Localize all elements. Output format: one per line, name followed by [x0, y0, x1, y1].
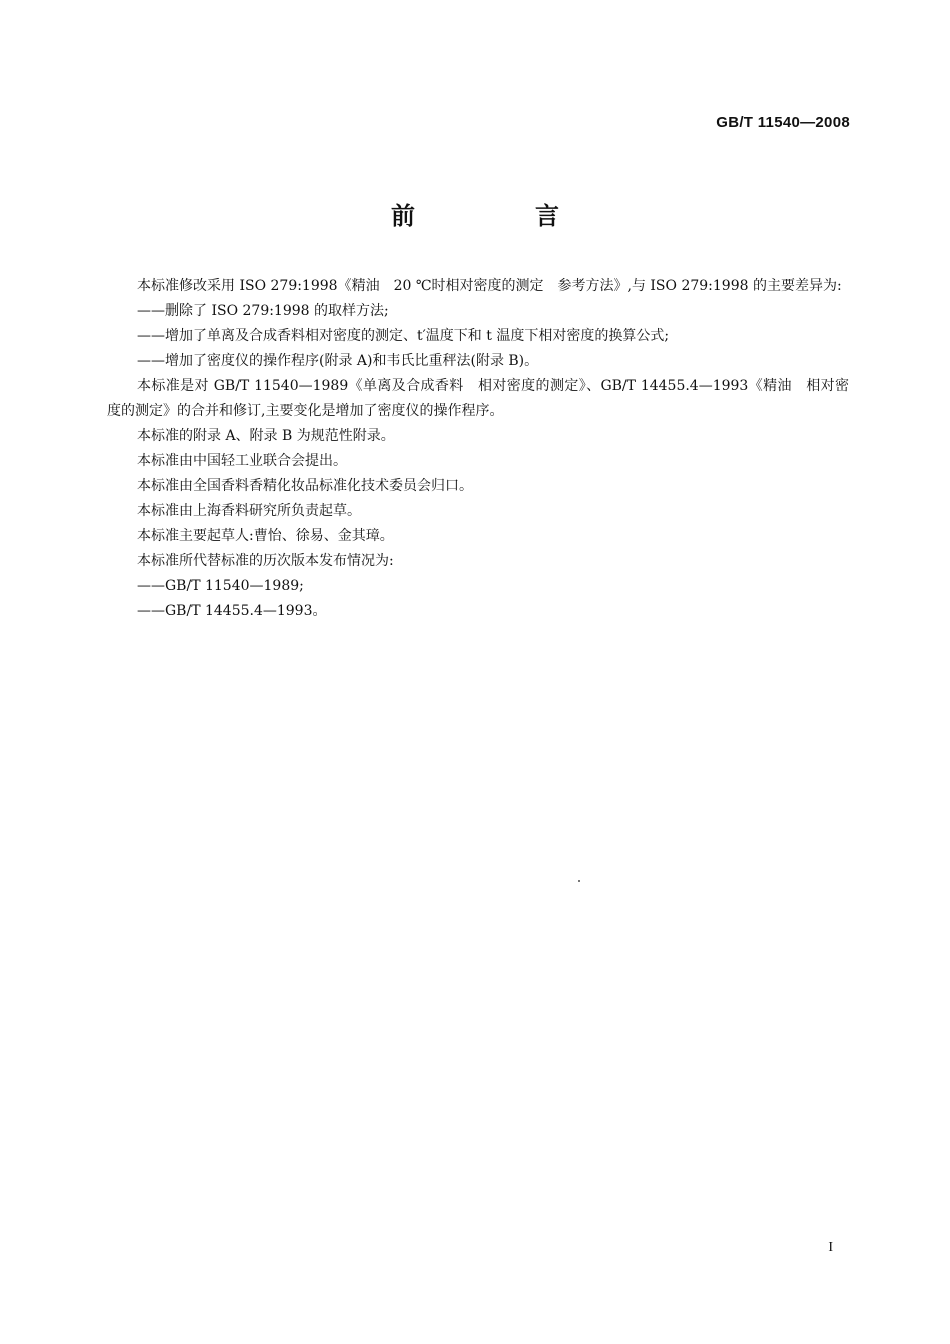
previous-edition-item: ——GB/T 11540—1989;	[137, 578, 304, 594]
previous-edition-item: ——GB/T 14455.4—1993。	[137, 603, 327, 619]
foreword-body	[107, 274, 849, 624]
paragraph-drafting-unit: 本标准由上海香料研究所负责起草。	[137, 503, 361, 519]
paragraph-adoption: 本标准修改采用 ISO 279:1998《精油 20 ℃时相对密度的测定 参考方法》,与 ISO 279:1998 的主要差异为:	[137, 278, 842, 294]
paragraph-drafters: 本标准主要起草人:曹怡、徐易、金其璋。	[137, 528, 394, 544]
paragraph-annexes: 本标准的附录 A、附录 B 为规范性附录。	[137, 428, 395, 444]
paragraph-under-jurisdiction: 本标准由全国香料香精化妆品标准化技术委员会归口。	[137, 478, 473, 494]
difference-item: ——增加了单离及合成香料相对密度的测定、t′温度下和 t 温度下相对密度的换算公式;	[137, 328, 670, 344]
page-number: I	[828, 1240, 833, 1255]
standard-number: GB/T 11540—2008	[716, 114, 850, 131]
scan-speck	[578, 880, 580, 882]
paragraph-revision: 本标准是对 GB/T 11540—1989《单离及合成香料 相对密度的测定》、GB/T 14455.4—1993《精油 相对密度的测定》的合并和修订,主要变化是增加了密度仪的操作程序。	[107, 378, 849, 419]
paragraph-proposed-by: 本标准由中国轻工业联合会提出。	[137, 453, 347, 469]
difference-item: ——增加了密度仪的操作程序(附录 A)和韦氏比重秤法(附录 B)。	[137, 353, 539, 369]
paragraph-previous-editions: 本标准所代替标准的历次版本发布情况为:	[137, 553, 394, 569]
difference-item: ——删除了 ISO 279:1998 的取样方法;	[137, 303, 389, 319]
page-title: 前 言	[391, 202, 607, 230]
